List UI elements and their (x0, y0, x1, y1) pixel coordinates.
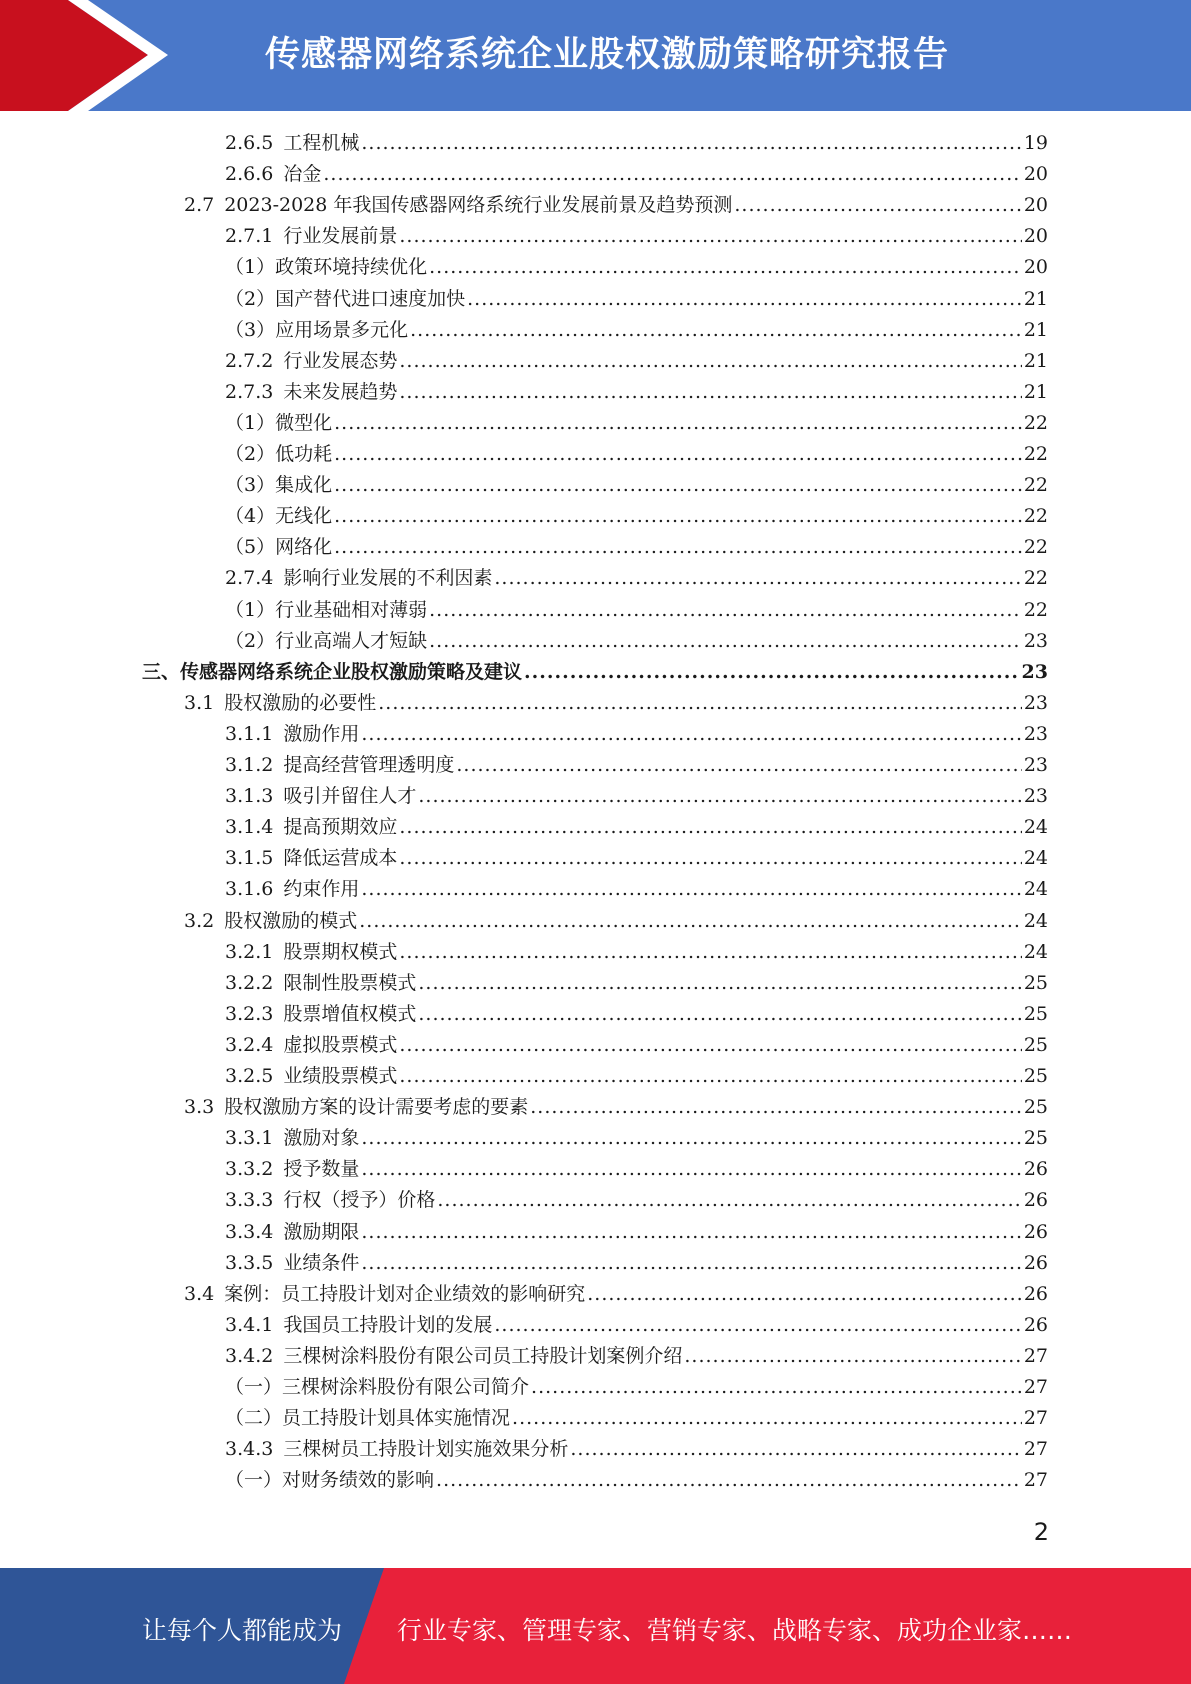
toc-entry[interactable] (225, 501, 1048, 532)
toc-dot-leader (418, 972, 1021, 994)
toc-entry-number: 3.1.1 (225, 722, 274, 745)
toc-entry[interactable] (225, 1217, 1048, 1248)
toc-dot-leader (494, 567, 1021, 589)
toc-entry-title: 三棵树涂料股份有限公司简介 (282, 1376, 530, 1398)
toc-dot-leader (467, 288, 1022, 310)
toc-entry-page: 20 (1023, 163, 1048, 186)
toc-entry-title: 业绩条件 (283, 1251, 360, 1274)
toc-entry-number: （3） (225, 474, 276, 497)
toc-entry-page: 22 (1023, 598, 1048, 621)
toc-entry[interactable] (142, 657, 1048, 688)
toc-entry-page: 25 (1023, 1096, 1048, 1119)
toc-entry-page: 22 (1023, 411, 1048, 434)
toc-entry-page: 25 (1023, 971, 1048, 994)
toc-dot-leader (359, 910, 1022, 932)
toc-dot-leader (334, 412, 1022, 434)
toc-entry[interactable] (225, 719, 1048, 750)
toc-entry-page: 26 (1023, 1220, 1048, 1243)
toc-entry-page: 26 (1023, 1158, 1048, 1181)
toc-entry-number: 2.7 (184, 194, 215, 217)
toc-entry-number: 3.2 (184, 909, 215, 932)
toc-entry-title: 吸引并留住人才 (283, 785, 417, 808)
toc-entry-number: 2.7.4 (225, 567, 274, 590)
toc-entry[interactable] (225, 408, 1048, 439)
toc-entry[interactable] (225, 937, 1048, 968)
toc-entry-title: 影响行业发展的不利因素 (283, 567, 493, 590)
toc-entry[interactable] (225, 221, 1048, 252)
toc-entry[interactable] (184, 1279, 1048, 1310)
toc-entry-number: （2） (225, 443, 276, 465)
toc-dot-leader (494, 1314, 1021, 1336)
toc-entry[interactable] (225, 346, 1048, 377)
toc-entry-title: 激励作用 (283, 722, 360, 745)
toc-dot-leader (334, 536, 1022, 558)
toc-dot-leader (436, 1469, 1022, 1491)
toc-entry-title: 股票期权模式 (283, 940, 398, 963)
toc-entry[interactable] (225, 377, 1048, 408)
footer-slogan-left: 让每个人都能成为 (142, 1616, 343, 1645)
toc-entry-title: 虚拟股票模式 (283, 1033, 398, 1056)
toc-entry-number: 3.1.5 (225, 847, 274, 870)
toc-entry-number: 3.3.3 (225, 1189, 274, 1212)
toc-entry-title: 行权（授予）价格 (283, 1189, 436, 1212)
toc-entry-title: 低功耗 (275, 443, 333, 465)
toc-entry-number: 3.1 (184, 691, 215, 714)
toc-entry-number: 3.3 (184, 1096, 215, 1119)
toc-entry-title: 提高经营管理透明度 (283, 754, 455, 776)
toc-entry-number: 3.4.3 (225, 1438, 274, 1461)
toc-dot-leader (437, 1189, 1021, 1211)
toc-entry-number: 3.3.1 (225, 1127, 274, 1150)
toc-entry-title: 股权激励的模式 (224, 909, 358, 932)
toc-dot-leader (429, 256, 1022, 278)
toc-dot-leader (361, 723, 1021, 745)
toc-entry[interactable] (225, 315, 1048, 346)
toc-entry-title: 应用场景多元化 (275, 318, 409, 341)
toc-entry-title: 冶金 (283, 163, 322, 186)
toc-entry-page: 27 (1023, 1344, 1048, 1367)
toc-entry-number: 3.2.4 (225, 1033, 274, 1056)
toc-dot-leader (323, 163, 1021, 185)
toc-entry-title: 股票增值权模式 (283, 1002, 417, 1025)
toc-entry-page: 26 (1023, 1251, 1048, 1274)
toc-entry[interactable] (225, 532, 1048, 563)
toc-entry[interactable] (184, 688, 1048, 719)
toc-entry-page: 21 (1023, 287, 1048, 310)
toc-entry[interactable] (225, 968, 1048, 999)
toc-entry-number: （一） (225, 1469, 283, 1492)
toc-entry-number: 3.1.4 (225, 816, 274, 839)
toc-entry-title: 案例：员工持股计划对企业绩效的影响研究 (224, 1282, 586, 1305)
toc-entry-page: 20 (1023, 194, 1048, 217)
toc-entry-page: 25 (1023, 1033, 1048, 1056)
toc-entry[interactable] (225, 843, 1048, 874)
toc-entry-title: 政策环境持续优化 (275, 256, 428, 279)
toc-entry[interactable] (225, 595, 1048, 626)
toc-entry-title: 国产替代进口速度加快 (275, 287, 466, 310)
toc-entry[interactable] (225, 1465, 1048, 1496)
toc-entry-number: 3.1.6 (225, 878, 274, 901)
toc-entry-title: 三棵树涂料股份有限公司员工持股计划案例介绍 (283, 1344, 683, 1367)
toc-entry-page: 27 (1023, 1469, 1048, 1492)
toc-entry[interactable] (225, 1154, 1048, 1185)
toc-entry-title: 行业发展前景 (283, 225, 398, 248)
toc-entry-page: 25 (1023, 1127, 1048, 1150)
toc-entry-number: （1） (225, 256, 276, 279)
toc-entry-title: 未来发展趋势 (283, 380, 398, 403)
toc-entry-title: 激励对象 (283, 1127, 360, 1150)
toc-entry-number: （1） (225, 411, 276, 434)
toc-entry-title: 无线化 (275, 505, 333, 528)
toc-entry-number: （2） (225, 629, 276, 652)
toc-dot-leader (418, 785, 1021, 807)
toc-entry-page: 23 (1023, 785, 1048, 808)
toc-entry[interactable] (225, 1434, 1048, 1465)
toc-entry[interactable] (225, 1030, 1048, 1061)
toc-entry-title: 员工持股计划具体实施情况 (282, 1407, 511, 1430)
toc-entry-page: 22 (1023, 536, 1048, 559)
toc-entry-number: 3.4.2 (225, 1344, 274, 1367)
footer-banner (0, 1568, 1191, 1684)
page-number: 2 (1033, 1518, 1049, 1546)
toc-entry-number: 3.2.5 (225, 1065, 274, 1087)
toc-entry-page: 22 (1023, 474, 1048, 497)
toc-entry-number: 3.4 (184, 1282, 215, 1305)
toc-entry-page: 26 (1023, 1313, 1048, 1336)
document-title: 传感器网络系统企业股权激励策略研究报告 (265, 35, 950, 75)
toc-entry[interactable] (184, 190, 1048, 221)
toc-dot-leader (399, 1065, 1021, 1087)
toc-entry-title: 网络化 (275, 536, 333, 559)
toc-entry-page: 23 (1023, 754, 1048, 776)
toc-entry-title: 授予数量 (283, 1158, 360, 1181)
toc-entry-number: （5） (225, 536, 276, 559)
toc-entry-number: 2.7.1 (225, 225, 274, 248)
toc-entry[interactable] (225, 1248, 1048, 1279)
toc-entry-title: 股权激励方案的设计需要考虑的要素 (224, 1096, 529, 1119)
toc-entry[interactable] (225, 439, 1048, 470)
toc-entry-number: 3.3.2 (225, 1158, 274, 1181)
toc-entry-number: 3.2.1 (225, 940, 274, 963)
toc-dot-leader (399, 816, 1021, 838)
toc-entry[interactable] (225, 1372, 1048, 1403)
toc-entry-title: 2023-2028 年我国传感器网络系统行业发展前景及趋势预测 (224, 194, 733, 217)
toc-entry[interactable] (225, 626, 1048, 657)
toc-dot-leader (334, 443, 1022, 465)
toc-entry[interactable] (225, 781, 1048, 812)
toc-entry-page: 26 (1023, 1189, 1048, 1212)
toc-dot-leader (361, 1221, 1021, 1243)
toc-entry[interactable] (225, 128, 1048, 159)
toc-entry[interactable] (225, 874, 1048, 905)
toc-dot-leader (429, 599, 1022, 621)
toc-dot-leader (587, 1283, 1022, 1305)
toc-dot-leader (429, 630, 1022, 652)
toc-entry[interactable] (184, 1092, 1048, 1123)
toc-entry-page: 21 (1023, 318, 1048, 341)
toc-entry-title: 提高预期效应 (283, 816, 398, 839)
toc-entry-page: 24 (1023, 816, 1048, 839)
toc-entry-title: 约束作用 (283, 878, 360, 901)
toc-entry-number: 3.3.4 (225, 1220, 274, 1243)
toc-entry-page: 22 (1023, 505, 1048, 528)
toc-entry-title: 微型化 (275, 411, 333, 434)
toc-dot-leader (570, 1438, 1021, 1460)
toc-entry-page: 24 (1023, 847, 1048, 870)
toc-entry-page: 26 (1023, 1282, 1048, 1305)
toc-entry[interactable] (225, 1185, 1048, 1216)
toc-entry-number: （2） (225, 287, 276, 310)
toc-entry-number: 2.6.6 (225, 163, 274, 186)
toc-entry-number: 3.2.2 (225, 971, 274, 994)
toc-entry-number: 2.6.5 (225, 132, 274, 154)
toc-dot-leader (399, 1034, 1021, 1056)
toc-entry-number: 三、 (142, 660, 181, 683)
toc-entry-number: 3.1.2 (225, 754, 274, 776)
toc-entry-number: （4） (225, 505, 276, 528)
toc-entry-title: 三棵树员工持股计划实施效果分析 (283, 1438, 569, 1461)
toc-entry-page: 22 (1023, 567, 1048, 590)
toc-entry-number: （1） (225, 598, 276, 621)
toc-dot-leader (734, 194, 1021, 216)
toc-entry-page: 25 (1023, 1065, 1048, 1087)
toc-entry[interactable] (225, 1061, 1048, 1092)
toc-entry-title: 行业高端人才短缺 (275, 629, 428, 652)
toc-dot-leader (361, 878, 1021, 900)
toc-entry-page: 23 (1021, 660, 1048, 683)
toc-entry-page: 24 (1023, 878, 1048, 901)
toc-entry-title: 传感器网络系统企业股权激励策略及建议 (180, 660, 523, 683)
toc-dot-leader (399, 350, 1021, 372)
toc-entry-page: 20 (1023, 256, 1048, 279)
toc-entry-number: 2.7.2 (225, 349, 274, 372)
toc-entry-page: 25 (1023, 1002, 1048, 1025)
toc-entry-page: 21 (1023, 380, 1048, 403)
toc-dot-leader (378, 692, 1022, 714)
toc-entry-page: 27 (1023, 1376, 1048, 1398)
toc-entry[interactable] (225, 1403, 1048, 1434)
toc-dot-leader (456, 754, 1021, 776)
toc-entry-page: 23 (1023, 629, 1048, 652)
toc-entry-page: 24 (1023, 940, 1048, 963)
toc-entry-title: 降低运营成本 (283, 847, 398, 870)
toc-entry-number: 3.1.3 (225, 785, 274, 808)
toc-entry-number: 3.3.5 (225, 1251, 274, 1274)
toc-entry-title: 集成化 (275, 474, 333, 497)
toc-entry-title: 限制性股票模式 (283, 971, 417, 994)
toc-entry-number: （二） (225, 1407, 283, 1430)
toc-entry-title: 业绩股票模式 (283, 1065, 398, 1087)
toc-entry[interactable] (225, 1123, 1048, 1154)
toc-entry[interactable] (225, 812, 1048, 843)
toc-entry-number: （3） (225, 318, 276, 341)
toc-entry-title: 股权激励的必要性 (224, 691, 377, 714)
toc-entry-title: 行业基础相对薄弱 (275, 598, 428, 621)
toc-entry-title: 行业发展态势 (283, 349, 398, 372)
toc-entry[interactable] (225, 252, 1048, 283)
toc-dot-leader (530, 1096, 1022, 1118)
toc-dot-leader (684, 1345, 1021, 1367)
toc-dot-leader (361, 1127, 1021, 1149)
toc-entry-title: 激励期限 (283, 1220, 360, 1243)
toc-entry-page: 23 (1023, 691, 1048, 714)
toc-entry-title: 我国员工持股计划的发展 (283, 1313, 493, 1336)
toc-entry-number: 3.2.3 (225, 1002, 274, 1025)
toc-dot-leader (399, 847, 1021, 869)
toc-dot-leader (361, 1252, 1021, 1274)
toc-dot-leader (361, 132, 1021, 154)
toc-entry-page: 24 (1023, 909, 1048, 932)
toc-entry[interactable] (225, 1341, 1048, 1372)
toc-entry-number: 3.4.1 (225, 1313, 274, 1336)
toc-entry[interactable] (225, 563, 1048, 594)
toc-entry[interactable] (225, 750, 1048, 781)
toc-entry-page: 21 (1023, 349, 1048, 372)
toc-entry-number: 2.7.3 (225, 380, 274, 403)
toc-entry-page: 27 (1023, 1407, 1048, 1430)
toc-entry[interactable] (225, 470, 1048, 501)
toc-entry-title: 工程机械 (283, 132, 360, 154)
toc-entry-page: 20 (1023, 225, 1048, 248)
toc-entry[interactable] (225, 1310, 1048, 1341)
toc-entry-page: 19 (1023, 132, 1048, 154)
toc-dot-leader (531, 1376, 1022, 1398)
toc-dot-leader (410, 319, 1022, 341)
toc-dot-leader (524, 661, 1020, 683)
toc-entry-page: 23 (1023, 722, 1048, 745)
header-banner (0, 0, 1191, 111)
toc-dot-leader (418, 1003, 1021, 1025)
toc-dot-leader (334, 505, 1022, 527)
toc-entry-page: 27 (1023, 1438, 1048, 1461)
toc-entry-page: 22 (1023, 443, 1048, 465)
toc-dot-leader (512, 1407, 1022, 1429)
toc-dot-leader (399, 381, 1021, 403)
footer-slogan-right: 行业专家、管理专家、营销专家、战略专家、成功企业家…… (397, 1616, 1073, 1645)
toc-entry[interactable] (184, 906, 1048, 937)
toc-dot-leader (399, 941, 1021, 963)
toc-entry[interactable] (225, 999, 1048, 1030)
toc-entry-title: 对财务绩效的影响 (282, 1469, 435, 1492)
toc-dot-leader (361, 1158, 1021, 1180)
toc-entry[interactable] (225, 284, 1048, 315)
toc-entry[interactable] (225, 159, 1048, 190)
toc-dot-leader (399, 225, 1021, 247)
toc-entry-number: （一） (225, 1376, 283, 1398)
toc-dot-leader (334, 474, 1022, 496)
